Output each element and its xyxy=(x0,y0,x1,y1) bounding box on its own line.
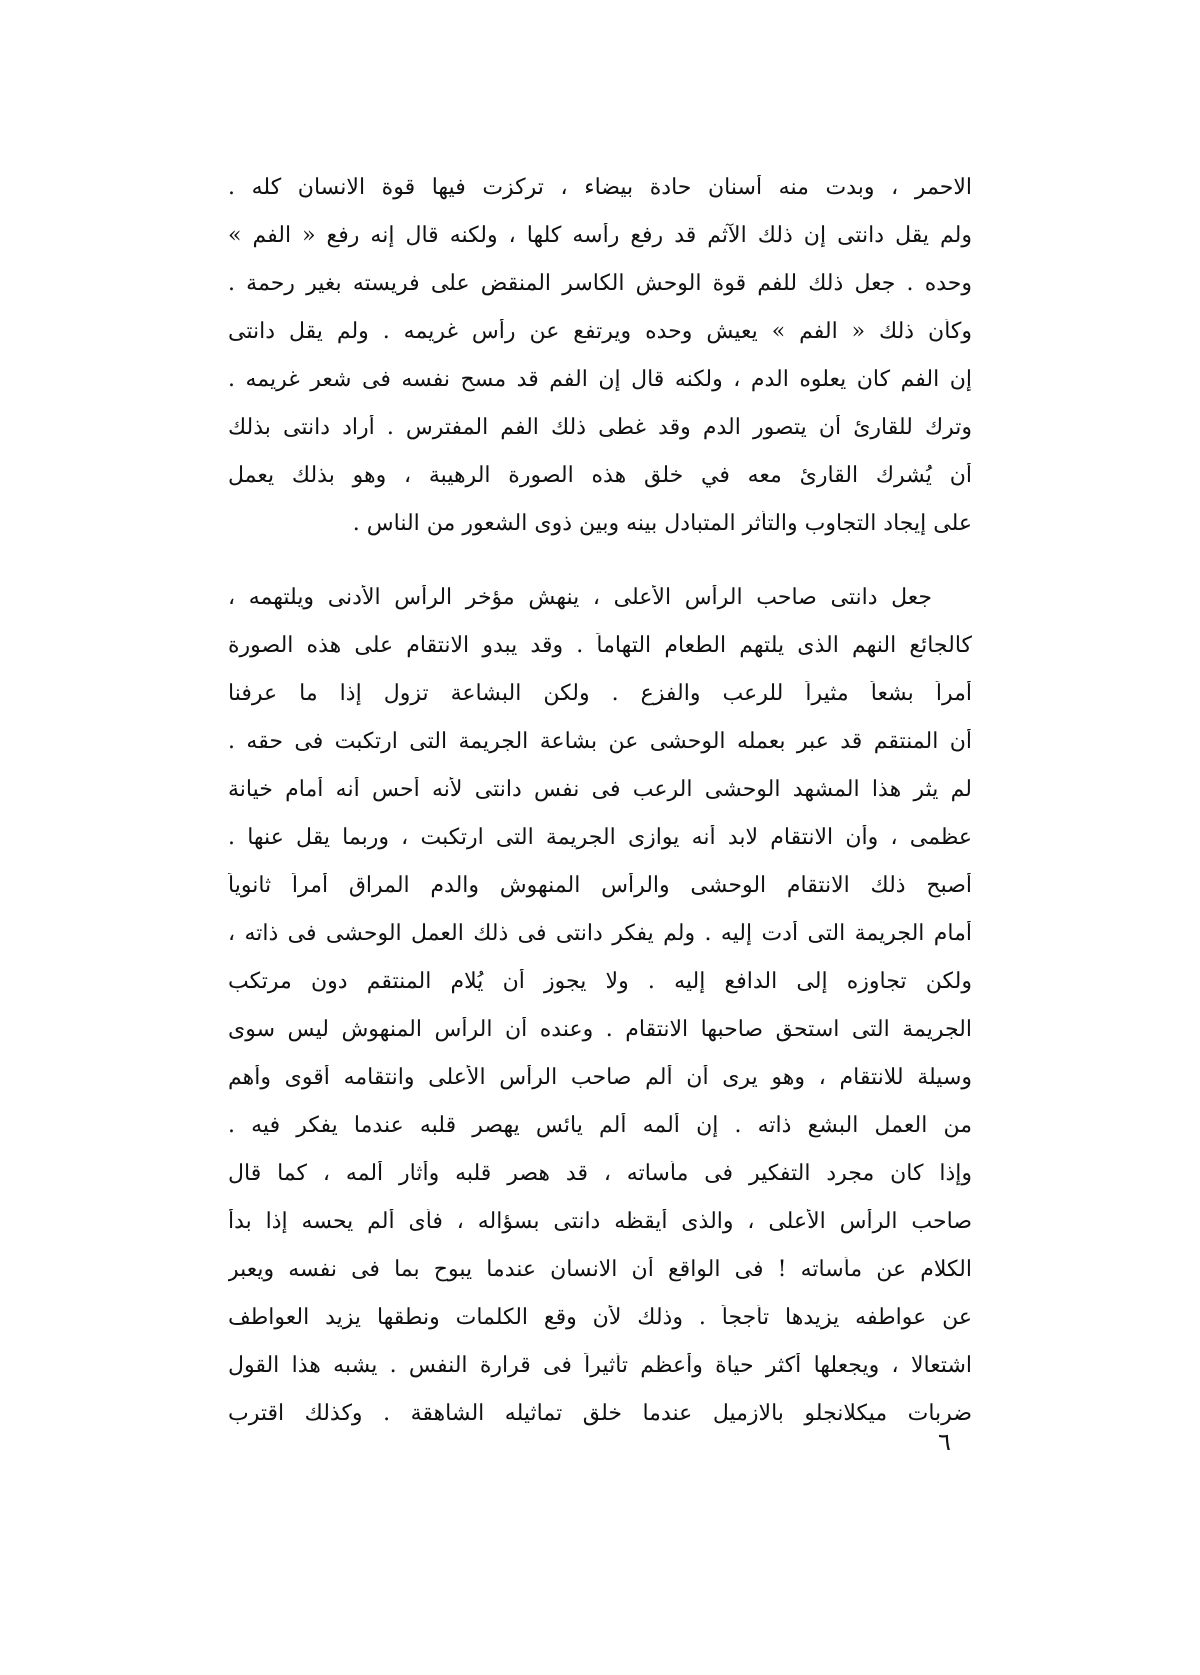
text-line: الكلام عن مأساته ! فى الواقع أن الانسان عندما يبوح بما فى نفسه ويعبر xyxy=(228,1257,972,1282)
text-line: وسيلة للانتقام ، وهو يرى أن ألم صاحب الرأس الأعلى وانتقامه أقوى وأهم xyxy=(228,1065,972,1090)
page-number: ٦ xyxy=(938,1428,951,1456)
text-line: كالجائع النهم الذى يلتهم الطعام التهاماً . وقد يبدو الانتقام على هذه الصورة xyxy=(228,633,972,658)
text-line: لم يثر هذا المشهد الوحشى الرعب فى نفس دانتى لأنه أحس أنه أمام خيانة xyxy=(228,777,972,802)
text-line: من العمل البشع ذاته . إن ألمه ألم يائس يهصر قلبه عندما يفكر فيه . xyxy=(228,1113,972,1138)
text-line: أمام الجريمة التى أدت إليه . ولم يفكر دانتى فى ذلك العمل الوحشى فى ذاته ، xyxy=(228,921,972,946)
text-line: وترك للقارئ أن يتصور الدم وقد غطى ذلك الفم المفترس . أراد دانتى بذلك xyxy=(228,415,972,440)
text-line: أصبح ذلك الانتقام الوحشى والرأس المنهوش والدم المراق أمراً ثانوياً xyxy=(228,873,972,898)
text-line: ولكن تجاوزه إلى الدافع إليه . ولا يجوز أن يُلام المنتقم دون مرتكب xyxy=(228,969,972,994)
text-line: صاحب الرأس الأعلى ، والذى أيقظه دانتى بسؤاله ، فأى ألم يحسه إذا بدأ xyxy=(228,1209,972,1234)
text-line: جعل دانتى صاحب الرأس الأعلى ، ينهش مؤخر الرأس الأدنى ويلتهمه ، xyxy=(228,585,932,610)
paragraph-divider xyxy=(228,559,972,585)
text-line: أمراً بشعاً مثيراً للرعب والفزع . ولكن البشاعة تزول إذا ما عرفنا xyxy=(228,681,972,706)
text-line: وحده . جعل ذلك للفم قوة الوحش الكاسر المنقض على فريسته بغير رحمة . xyxy=(228,271,972,296)
page-text xyxy=(228,175,972,1449)
text-line: اشتعالا ، ويجعلها أكثر حياة وأعظم تأثيراً فى قرارة النفس . يشبه هذا القول xyxy=(228,1353,972,1378)
text-line: الاحمر ، وبدت منه أسنان حادة بيضاء ، تركزت فيها قوة الانسان كله . xyxy=(228,175,972,200)
text-line: وإذا كان مجرد التفكير فى مأساته ، قد هصر قلبه وأثار ألمه ، كما قال xyxy=(228,1161,972,1186)
text-line: إن الفم كان يعلوه الدم ، ولكنه قال إن الفم قد مسح نفسه فى شعر غريمه . xyxy=(228,367,972,392)
text-line: الجريمة التى استحق صاحبها الانتقام . وعنده أن الرأس المنهوش ليس سوى xyxy=(228,1017,972,1042)
text-line: عن عواطفه يزيدها تأججاً . وذلك لأن وقع الكلمات ونطقها يزيد العواطف xyxy=(228,1305,972,1330)
text-line: ولم يقل دانتى إن ذلك الآثم قد رفع رأسه كلها ، ولكنه قال إنه رفع « الفم » xyxy=(228,223,972,248)
text-line: أن يُشرك القارئ معه في خلق هذه الصورة الرهيبة ، وهو بذلك يعمل xyxy=(228,463,972,488)
text-line: على إيجاد التجاوب والتأثر المتبادل بينه وبين ذوى الشعور من الناس . xyxy=(352,511,972,536)
text-line: أن المنتقم قد عبر بعمله الوحشى عن بشاعة الجريمة التى ارتكبت فى حقه . xyxy=(228,729,972,754)
text-line: عظمى ، وأن الانتقام لابد أنه يوازى الجريمة التى ارتكبت ، وربما يقل عنها . xyxy=(228,825,972,850)
text-line: وكأن ذلك « الفم » يعيش وحده ويرتفع عن رأس غريمه . ولم يقل دانتى xyxy=(228,319,972,344)
text-line: ضربات ميكلانجلو بالازميل عندما خلق تماثيله الشاهقة . وكذلك اقترب xyxy=(228,1401,972,1426)
paragraph-1 xyxy=(228,175,972,559)
paragraph-2 xyxy=(228,585,972,1449)
